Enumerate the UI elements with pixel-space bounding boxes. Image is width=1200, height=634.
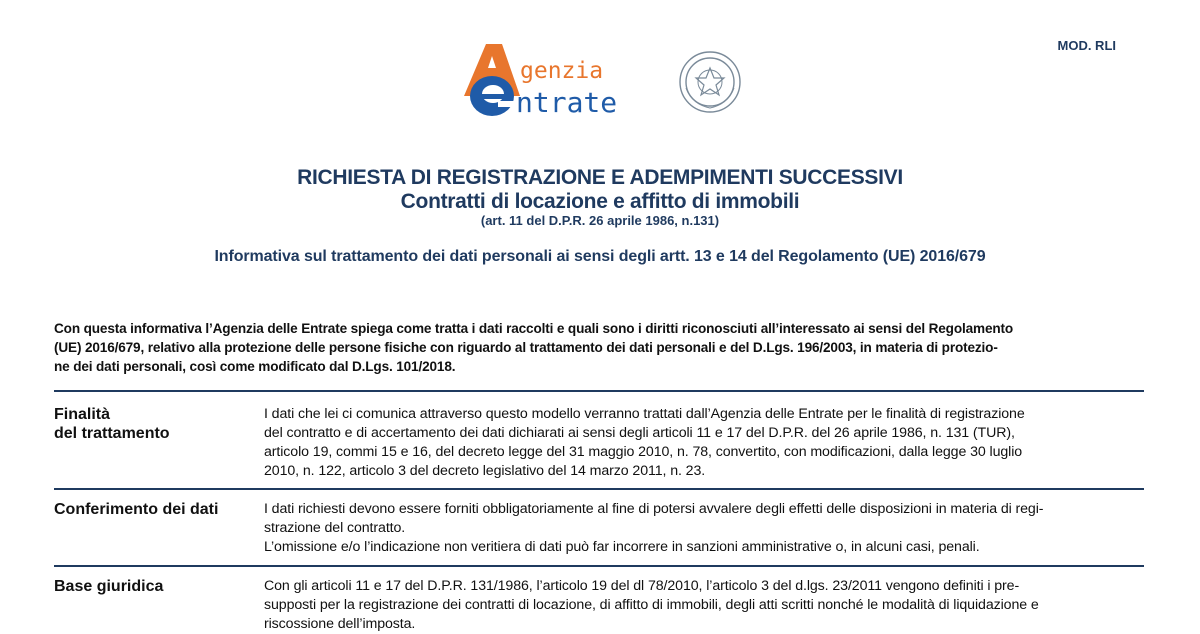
section-text: Con gli articoli 11 e 17 del D.P.R. 131/1986, l’articolo 19 del dl 78/2010, l’articolo 3 del d.lgs. 23/2011 vengono definiti i pre- supposti per la registrazione dei contratti di locazione, di affitto di immobili, degli atti scritti nonché le modalità di liquidazione e riscossione dell’imposta. <box>264 578 1039 632</box>
section-divider <box>54 565 1144 567</box>
agenzia-entrate-logo <box>458 44 748 120</box>
republic-emblem-icon <box>680 52 740 112</box>
privacy-notice-title: Informativa sul trattamento dei dati personali ai sensi degli artt. 13 e 14 del Regolamento (UE) 2016/679 <box>214 248 986 265</box>
logo-word-genzia: genzia <box>520 58 604 84</box>
subtitle: Contratti di locazione e affitto di immobili <box>400 190 800 213</box>
model-code: MOD. RLI <box>1057 38 1116 53</box>
section-text: I dati che lei ci comunica attraverso questo modello verranno trattati dall’Agenzia delle Entrate per le finalità di registrazione del contratto e di accertamento dei dati dichiarati ai sensi degli articoli 11 e 17 del D.P.R. del 26 aprile 1986, n. 131 (TUR), articolo 19, commi 15 e 16, del decreto legge del 31 maggio 2010, n. 78, convertito, con modificazioni, dalla legge 30 luglio 2010, n. 122, articolo 3 del decreto legislativo del 14 marzo 2011, n. 23. <box>264 406 1025 479</box>
section-divider <box>54 390 1144 392</box>
section-text: I dati richiesti devono essere forniti obbligatoriamente al fine di potersi avvalere degli effetti delle disposizioni in materia di regi- strazione del contratto. L’omissione e/o l’indicazione non veritiera di dati può far incorrere in sanzioni amministrative o, in alcuni casi, penali. <box>264 501 1044 555</box>
section-label: Conferimento dei dati <box>54 501 219 518</box>
document-titles <box>0 166 1200 267</box>
section-label: Base giuridica <box>54 578 164 595</box>
legal-reference: (art. 11 del D.P.R. 26 aprile 1986, n.131) <box>480 213 720 228</box>
logo-word-ntrate: ntrate <box>516 86 618 119</box>
section-label: Finalità del trattamento <box>54 406 170 442</box>
main-title: RICHIESTA DI REGISTRAZIONE E ADEMPIMENTI SUCCESSIVI <box>297 166 903 189</box>
section-divider <box>54 488 1144 490</box>
intro-paragraph: Con questa informativa l’Agenzia delle Entrate spiega come tratta i dati raccolti e quali sono i diritti riconosciuti all’interessato ai sensi del Regolamento (UE) 2016/679, relativo alla protezione delle persone fisiche con riguardo al trattamento dei dati personali e del D.Lgs. 196/2003, in materia di protezio- ne dei dati personali, così come modificato dal D.Lgs. 101/2018. <box>54 321 1014 374</box>
